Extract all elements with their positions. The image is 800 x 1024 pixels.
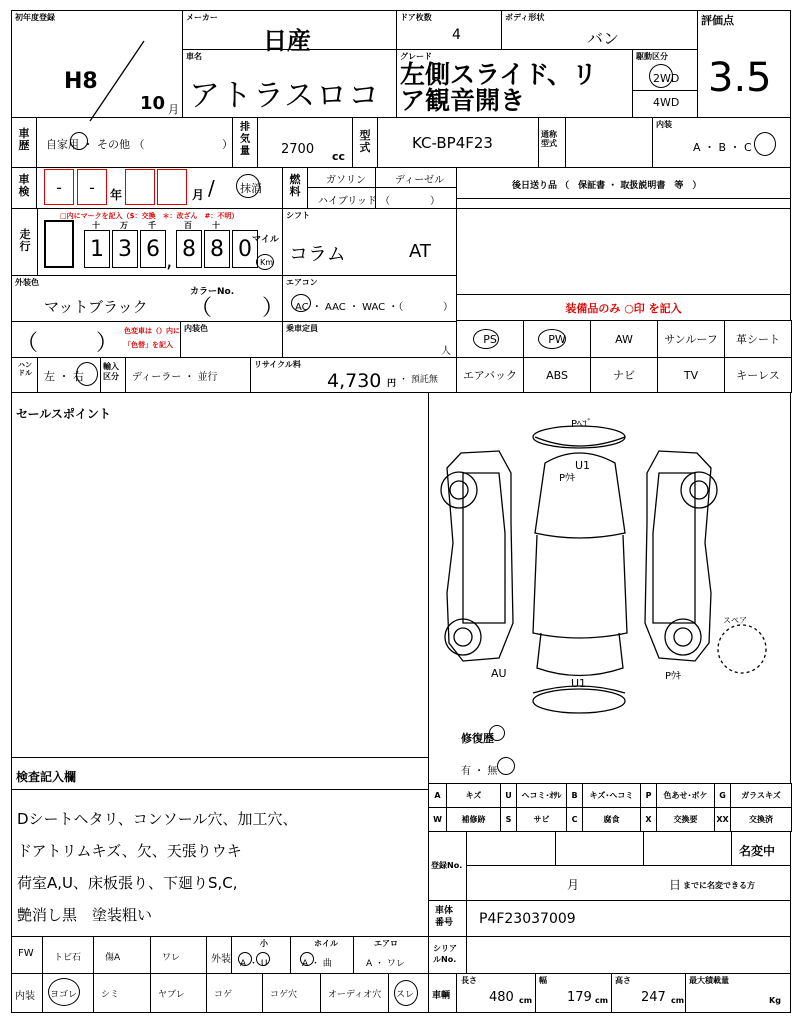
size-label: 小 [260, 939, 268, 948]
int-label: 内装 [15, 991, 35, 1002]
reg-year: H8 [64, 69, 98, 94]
sales-point-box [11, 392, 429, 758]
common-label-box [538, 117, 566, 168]
interior-grades: A ・ B ・ C [693, 141, 752, 154]
height-value: 247 [641, 990, 666, 1005]
notes-line-4: 艶消し黒 塗装粗い [17, 906, 153, 924]
int-item: オーディオ穴 [328, 990, 382, 1000]
diag-label-left-au: AU [491, 667, 507, 680]
cc-unit: cc [332, 150, 346, 163]
common-label: 通称型式 [541, 130, 557, 148]
fuel-gas-row [307, 167, 457, 188]
shift-box [282, 208, 457, 276]
odometer-digit[interactable]: 1 [84, 230, 110, 268]
chassis-box [428, 900, 791, 937]
notes-body [11, 789, 429, 937]
int-item: スレ [396, 990, 415, 1000]
displacement-label: 排気量 [240, 122, 250, 157]
model-label: 型式 [359, 129, 371, 154]
history-label: 車歴 [18, 127, 30, 152]
equipment-3[interactable]: サンルーフ [657, 320, 725, 358]
recycle-unit: 円 [387, 379, 397, 389]
score-box [697, 10, 791, 118]
recycle-deposit: ・ 預託無 [399, 375, 438, 385]
ac-label: エアコン [286, 278, 318, 287]
int-item: コゲ [214, 990, 233, 1000]
reg-deadline: までに名変できる方 [683, 881, 755, 890]
legend-value: 色あせ･ボケ [656, 783, 715, 808]
equipment-row2-4[interactable]: キーレス [724, 357, 792, 393]
score-value: 3.5 [708, 55, 772, 101]
legend-key: S [500, 807, 517, 832]
legend-key: XX [714, 807, 731, 832]
int-item: コゲ穴 [270, 990, 298, 1000]
month-unit-2: 月 [192, 188, 205, 202]
body-box [501, 10, 698, 50]
legend-key: P [640, 783, 657, 808]
name-label: 車名 [186, 52, 202, 61]
legend-value: 交換要 [656, 807, 715, 832]
capacity-unit: 人 [441, 346, 451, 357]
odometer-unit-label: 百 [184, 221, 192, 230]
size-val: A ・ U [240, 959, 268, 969]
odometer-digit[interactable]: 0 [232, 230, 258, 268]
car-name: アトラスロコ [189, 78, 381, 114]
model-value: KC-BP4F23 [412, 134, 493, 152]
aero-val: A ・ ワレ [366, 959, 405, 969]
serial-box [428, 936, 791, 974]
unregistered-circle [236, 174, 260, 198]
mileage-label: 走行 [19, 228, 31, 253]
import-label: 輸入区分 [103, 362, 119, 381]
history-text: 自家用 ・ その他 （ [46, 138, 145, 151]
ac-paren-r: ） [443, 302, 453, 313]
fuel-label: 燃料 [289, 173, 301, 198]
doors-value: 4 [452, 27, 461, 43]
shift-trans: AT [409, 241, 431, 262]
capacity-label: 乗車定員 [286, 324, 318, 333]
mileage-note: □内にマークを記入（$：交換 ＊：改ざん #：不明） [60, 212, 239, 220]
interior-box [652, 117, 791, 168]
mileage-mark-box[interactable] [44, 220, 74, 268]
int-circle-1 [48, 978, 80, 1006]
equipment-row2-1[interactable]: ABS [523, 357, 591, 393]
length-value: 480 [489, 990, 514, 1005]
odometer-digit[interactable]: 6 [140, 230, 166, 268]
repair-value: 有 ・ 無 [461, 766, 498, 777]
docs-label: 後日送り品 （ 保証書 ・ 取扱説明書 等 ） [512, 181, 702, 191]
history-paren: ） [222, 138, 233, 151]
history-label-box [11, 117, 37, 168]
grade-line-1: 左側スライド、リ [400, 60, 598, 89]
grade-label: グレード [400, 52, 432, 61]
fuel-hybrid: ハイブリッド [318, 196, 377, 207]
km-label: Km [260, 258, 274, 267]
ac-value: AC ・ AAC ・ WAC ・（ [295, 302, 404, 313]
maker-label: メーカー [186, 13, 218, 22]
equipment-header: 装備品のみ ○印 を記入 [456, 294, 791, 321]
diag-label-roof-u1: U1 [575, 459, 591, 472]
int-circle-2 [394, 980, 418, 1006]
legend-value: サビ [516, 807, 567, 832]
year-unit: 年 [110, 188, 123, 202]
fw-item: トビ石 [54, 953, 82, 963]
odometer-unit-label: 千 [148, 221, 156, 230]
notes-label: 検査記入欄 [16, 770, 77, 784]
fuel-label-box [282, 167, 308, 209]
diag-label-rear-dent: Pﾍｺﾞ [571, 419, 593, 430]
inspection-year-1: - [44, 169, 74, 205]
equipment-row2-3[interactable]: TV [657, 357, 725, 393]
maker-value: 日産 [263, 27, 311, 55]
fw-item: 傷A [105, 953, 121, 963]
maker-box [182, 10, 397, 55]
chassis-value: P4F23037009 [479, 911, 576, 927]
diag-label-roof-lift: Pｳｷ [559, 473, 576, 484]
odometer-unit-label: 十 [92, 221, 100, 230]
inspection-month-1 [125, 169, 155, 205]
legend-key: G [714, 783, 731, 808]
color-label: 外装色 [15, 278, 39, 287]
shift-label: シフト [286, 211, 310, 220]
name-change-label: 名変中 [739, 844, 776, 858]
import-value: ディーラー ・ 並行 [132, 372, 218, 383]
interior-label: 内装 [656, 120, 672, 129]
odometer-unit-label: 十 [212, 221, 220, 230]
doors-label: ドア枚数 [400, 13, 432, 22]
sales-point-label: セールスポイント [16, 407, 111, 421]
color-box [11, 275, 283, 322]
legend-value: 腐食 [582, 807, 641, 832]
diag-label-spare: スペア [723, 616, 747, 625]
equipment-4[interactable]: 革シート [724, 320, 792, 358]
name-box [182, 49, 397, 118]
pw-circle [538, 329, 566, 349]
handle-label: ハンドル [18, 361, 32, 377]
ac-circle [291, 294, 311, 312]
fw-label: FW [18, 948, 34, 959]
ps-circle [473, 329, 499, 349]
repair-label-circle [489, 725, 505, 741]
color-change-note-1: 色変車は（）内に [124, 327, 180, 335]
reg-day-unit: 日 [669, 878, 682, 892]
equipment-0[interactable]: PS [456, 320, 524, 358]
legend-value: ヘコミ･ｵｻﾚ [516, 783, 567, 808]
color-value: マットブラック [44, 298, 148, 316]
repair-label: 修復歴 [461, 732, 494, 745]
color-change-paren-r: ） [96, 331, 119, 356]
legend-value: キズ･ヘコミ [582, 783, 641, 808]
displacement-label-box [232, 117, 258, 168]
fuel-gas: ガソリン [326, 175, 366, 186]
legend-key: W [428, 807, 447, 832]
registration-box [428, 831, 791, 901]
odometer-digit[interactable]: 8 [176, 230, 202, 268]
int-item: ヤブレ [158, 990, 185, 1000]
ac-box [282, 275, 457, 322]
reg-month-unit: 月 [567, 878, 580, 892]
score-label: 評価点 [701, 14, 734, 27]
ext-label: 外装 [211, 954, 231, 965]
diag-label-front-u1: U1 [571, 677, 587, 690]
odometer-comma: , [166, 248, 173, 272]
equipment-row2-2[interactable]: ナビ [590, 357, 658, 393]
legend-key: U [500, 783, 517, 808]
length-label: 長さ [461, 976, 477, 985]
inspection-year-2: - [77, 169, 107, 205]
handle-circle [76, 362, 98, 386]
int-item: ヨゴレ [50, 990, 78, 1000]
capacity-box [282, 321, 457, 358]
drive-circle [649, 64, 673, 88]
color-change-note-2: 「色替」を記入 [124, 341, 173, 349]
notes-line-2: ドアトリムキズ、欠、天張りウキ [17, 842, 242, 860]
load-unit: Kg [769, 996, 781, 1005]
month-unit: 月 [168, 103, 179, 116]
shift-type: コラム [289, 243, 346, 265]
drive-box [632, 49, 698, 118]
width-value: 179 [567, 990, 592, 1005]
legend-key: C [566, 807, 583, 832]
odometer-unit-label: 万 [120, 221, 128, 230]
fuel-diesel: ディーゼル [395, 175, 444, 186]
color-change-box [11, 321, 283, 358]
drive-2wd: 2WD [653, 72, 680, 85]
load-label: 最大積載量 [689, 976, 729, 985]
handle-box [11, 357, 251, 393]
legend-value: 交換済 [730, 807, 792, 832]
repair-circle [497, 757, 515, 775]
doors-box [396, 10, 502, 50]
legend-key: B [566, 783, 583, 808]
notes-header [11, 757, 429, 790]
int-item: シミ [101, 990, 120, 1000]
drive-4wd: 4WD [653, 96, 680, 109]
length-unit: cm [519, 996, 533, 1005]
serial-label: シリアルNo. [433, 944, 457, 964]
width-unit: cm [595, 996, 609, 1005]
fw-item: ワレ [162, 953, 181, 963]
recycle-label: リサイクル料 [254, 360, 301, 369]
reg-box [11, 10, 183, 118]
km-circle [256, 254, 274, 270]
color-paren-r: ） [262, 296, 285, 321]
color-change-paren-l: （ [16, 331, 39, 356]
docs-box [456, 167, 791, 295]
legend-key: X [640, 807, 657, 832]
wheel-label: ホイル [314, 939, 338, 948]
equipment-row2-0[interactable]: エアバック [456, 357, 524, 393]
mile-label: マイル [252, 235, 279, 245]
inspection-label-box [11, 167, 37, 209]
fuel-paren: （ ） [380, 196, 440, 207]
dims-label: 車輌 [432, 991, 451, 1001]
grade-line-2: ア観音開き [400, 86, 526, 115]
color-code-label: カラーNo. [190, 287, 235, 297]
equipment-2[interactable]: AW [590, 320, 658, 358]
legend-key: A [428, 783, 447, 808]
diag-label-right-lift: Pｳｷ [665, 671, 682, 682]
registration-label: 登録No. [431, 861, 463, 870]
legend-value: ガラスキズ [730, 783, 792, 808]
body-value: バン [587, 29, 620, 48]
equipment-1[interactable]: PW [523, 320, 591, 358]
height-unit: cm [671, 996, 685, 1005]
color-paren-l: （ [190, 296, 213, 321]
recycle-box [250, 357, 457, 393]
displacement-value: 2700 [281, 142, 315, 157]
recycle-value: 4,730 [327, 370, 382, 392]
car-diagram [429, 393, 790, 723]
aero-label: エアロ [374, 939, 398, 948]
body-label: ボディ形状 [505, 13, 545, 22]
interior-circle [754, 132, 776, 156]
diagram-box [428, 392, 791, 784]
reg-month: 10 [140, 93, 166, 114]
notes-line-1: Dシートヘタリ、コンソール穴、加工穴、 [17, 810, 298, 828]
dims-box [428, 973, 791, 1013]
history-circle [70, 132, 88, 150]
inspection-month-2 [157, 169, 187, 205]
reg-label: 初年度登録 [15, 13, 55, 22]
unregistered-label: 抹消 [240, 182, 262, 195]
grade-box [396, 49, 633, 118]
odometer-digit[interactable]: 3 [112, 230, 138, 268]
notes-line-3: 荷室A,U、床板張り、下廻りS,C, [17, 874, 238, 892]
inspection-label: 車検 [18, 173, 30, 198]
fw-cell [93, 936, 151, 974]
odometer-digit[interactable]: 8 [204, 230, 230, 268]
handle-value: 左 ・ 右 [44, 370, 84, 383]
chassis-label: 車体番号 [435, 906, 454, 928]
height-label: 高さ [615, 976, 631, 985]
wheel-val: A ・ 曲 [302, 959, 332, 969]
drive-label: 駆動区分 [636, 52, 668, 61]
interior-color-label: 内装色 [184, 324, 208, 333]
fuel-hybrid-row [307, 187, 457, 209]
width-label: 幅 [539, 976, 547, 985]
legend-value: キズ [446, 783, 501, 808]
model-label-box [352, 117, 378, 168]
legend-value: 補修跡 [446, 807, 501, 832]
